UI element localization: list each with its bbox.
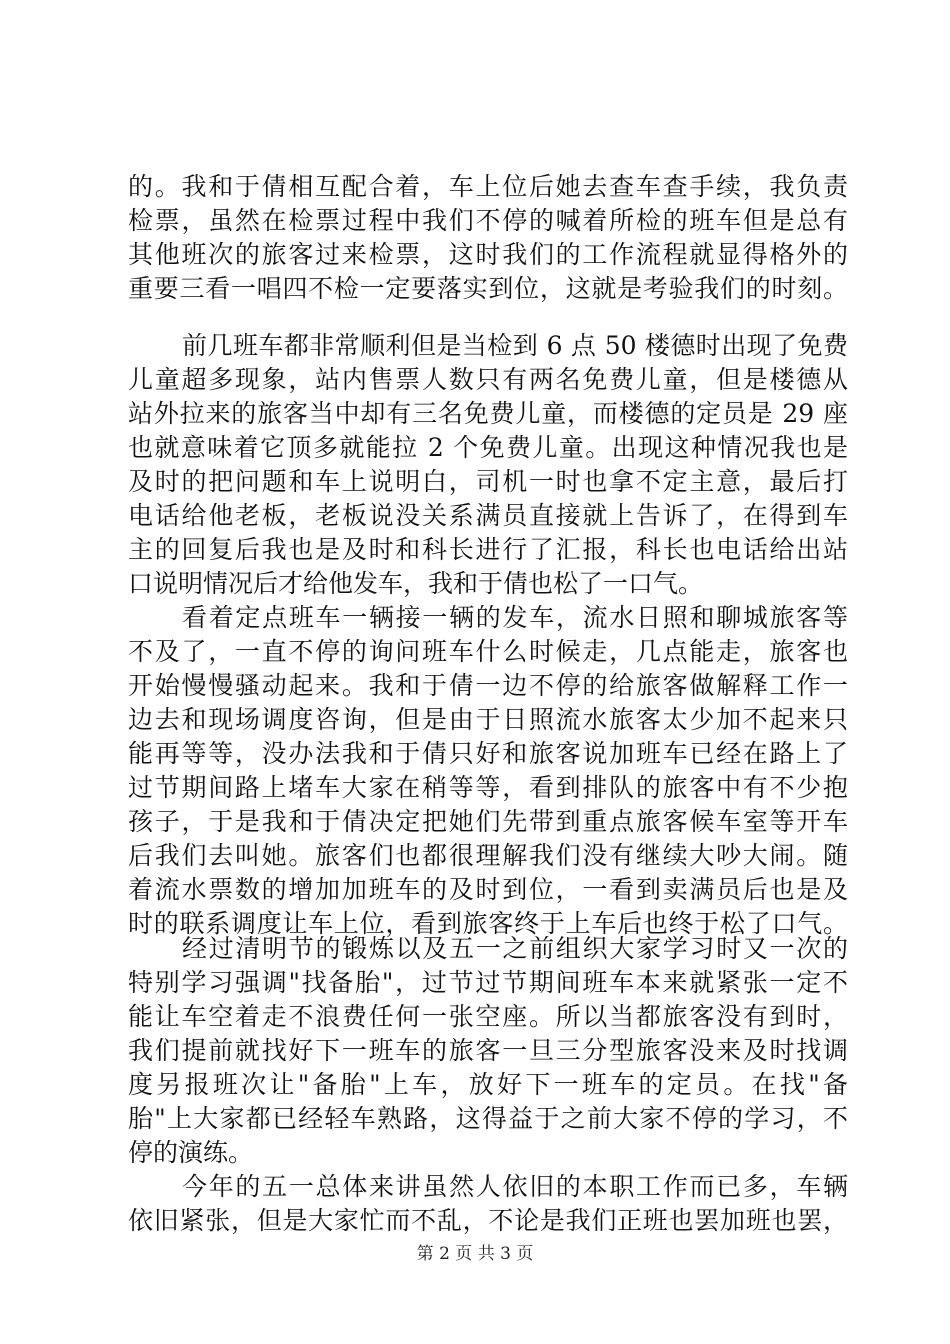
text-line: 主的回复后我也是及时和科长进行了汇报，科长也电话给出站 <box>128 535 848 564</box>
text-line: 经过清明节的锻炼以及五一之前组织大家学习时又一次的 <box>182 934 848 963</box>
text-line: 着流水票数的增加加班车的及时到位，一看到卖满员后也是及 <box>128 875 848 904</box>
text-line: 孩子，于是我和于倩决定把她们先带到重点旅客候车室等开车 <box>128 807 848 836</box>
text-line: 检票，虽然在检票过程中我们不停的喊着所检的班车但是总有 <box>128 206 848 235</box>
text-line: 及时的把问题和车上说明白，司机一时也拿不定主意，最后打 <box>128 467 848 496</box>
text-line: 停的演练。 <box>128 1138 254 1167</box>
text-line: 电话给他老板，老板说没关系满员直接就上告诉了，在得到车 <box>128 501 848 530</box>
text-line: 儿童超多现象，站内售票人数只有两名免费儿童，但是楼德从 <box>128 365 848 394</box>
text-line: 前几班车都非常顺利但是当检到 6 点 50 楼德时出现了免费 <box>182 331 848 360</box>
text-line: 口说明情况后才给他发车，我和于倩也松了一口气。 <box>128 569 704 598</box>
text-line: 其他班次的旅客过来检票，这时我们的工作流程就显得格外的 <box>128 240 848 269</box>
text-line: 过节期间路上堵车大家在稍等等，看到排队的旅客中有不少抱 <box>128 773 848 802</box>
text-line: 胎"上大家都已经轻车熟路，这得益于之前大家不停的学习，不 <box>128 1104 848 1133</box>
text-line: 能再等等，没办法我和于倩只好和旅客说加班车已经在路上了 <box>128 739 848 768</box>
text-line: 也就意味着它顶多就能拉 2 个免费儿童。出现这种情况我也是 <box>128 433 848 462</box>
text-line: 不及了，一直不停的询问班车什么时候走，几点能走，旅客也 <box>128 637 848 666</box>
text-line: 的。我和于倩相互配合着，车上位后她去查车查手续，我负责 <box>128 172 848 201</box>
text-line: 依旧紧张，但是大家忙而不乱，不论是我们正班也罢加班也罢， <box>128 1206 848 1235</box>
text-line: 重要三看一唱四不检一定要落实到位，这就是考验我们的时刻。 <box>128 274 848 303</box>
text-line: 我们提前就找好下一班车的旅客一旦三分型旅客没来及时找调 <box>128 1036 848 1065</box>
text-line: 能让车空着走不浪费任何一张空座。所以当都旅客没有到时， <box>128 1002 848 1031</box>
text-line: 后我们去叫她。旅客们也都很理解我们没有继续大吵大闹。随 <box>128 841 848 870</box>
text-line: 开始慢慢骚动起来。我和于倩一边不停的给旅客做解释工作一 <box>128 671 848 700</box>
page-footer: 第 2 页 共 3 页 <box>416 1244 534 1264</box>
text-line: 边去和现场调度咨询，但是由于日照流水旅客太少加不起来只 <box>128 705 848 734</box>
text-line: 站外拉来的旅客当中却有三名免费儿童，而楼德的定员是 29 座 <box>128 399 848 428</box>
text-line: 特别学习强调"找备胎"，过节过节期间班车本来就紧张一定不 <box>128 968 848 997</box>
text-line: 看着定点班车一辆接一辆的发车，流水日照和聊城旅客等 <box>182 603 848 632</box>
text-line: 度另报班次让"备胎"上车，放好下一班车的定员。在找"备 <box>128 1070 848 1099</box>
text-line: 时的联系调度让车上位，看到旅客终于上车后也终于松了口气。 <box>128 909 848 938</box>
text-line: 今年的五一总体来讲虽然人依旧的本职工作而已多，车辆 <box>182 1172 848 1201</box>
